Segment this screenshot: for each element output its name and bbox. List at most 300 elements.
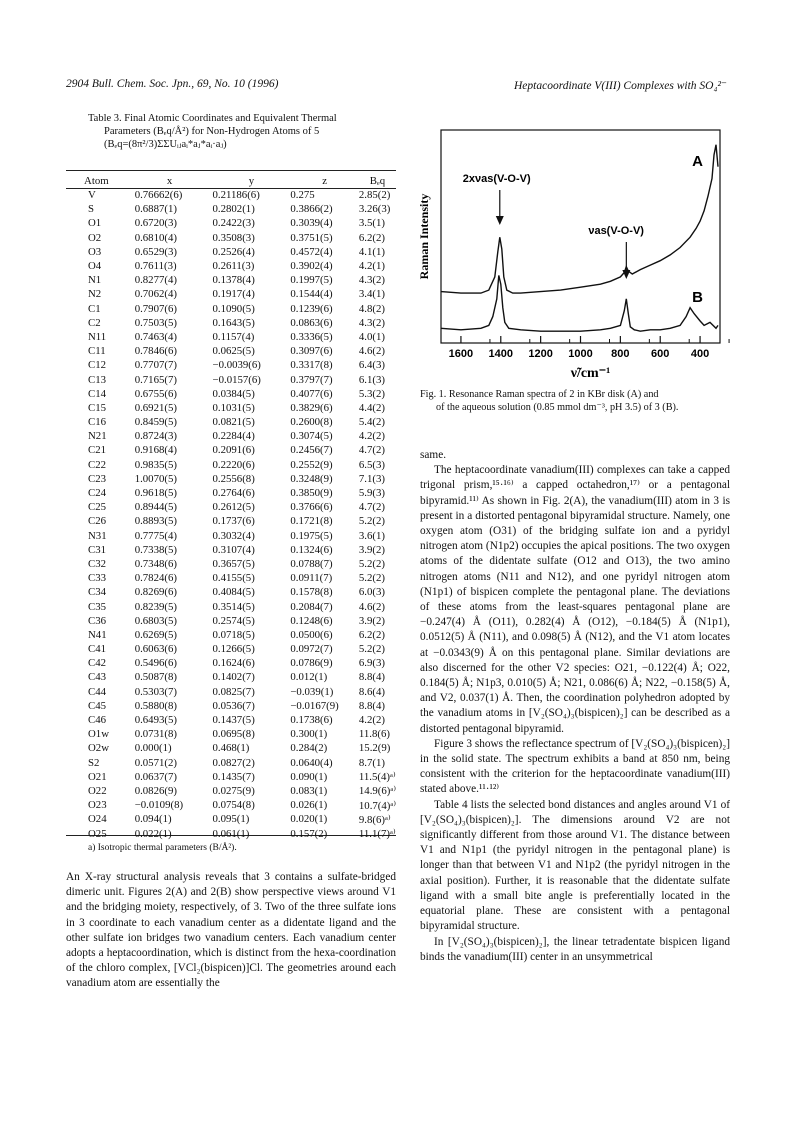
table-row — [66, 642, 396, 656]
atom-cell: O21 — [88, 770, 107, 783]
z-cell: 0.3039(4) — [290, 217, 333, 230]
y-cell: 0.2611(3) — [212, 260, 255, 273]
atom-cell: N41 — [88, 628, 107, 641]
x-cell: 0.0571(2) — [134, 756, 177, 769]
y-cell: 0.1157(4) — [212, 330, 255, 343]
z-cell: 0.3097(6) — [290, 345, 333, 358]
beq-cell: 5.2(2) — [358, 515, 385, 528]
y-cell: 0.0827(2) — [212, 756, 255, 769]
table-row — [66, 727, 396, 741]
table-row — [66, 699, 396, 713]
z-cell: 0.0500(6) — [290, 628, 333, 641]
atom-cell: C31 — [88, 543, 106, 556]
atom-cell: O2 — [88, 231, 102, 244]
atom-cell: C35 — [88, 600, 106, 613]
x-cell: 1.0070(5) — [134, 472, 177, 485]
table-row — [66, 599, 396, 613]
x-cell: 0.7824(6) — [134, 572, 177, 585]
y-cell: 0.0625(5) — [212, 345, 255, 358]
table-row — [66, 273, 396, 287]
table-row — [66, 756, 396, 770]
table-row — [66, 557, 396, 571]
table-row — [66, 458, 396, 472]
atom-cell: C15 — [88, 401, 106, 414]
x-cell: 0.6803(5) — [134, 614, 177, 627]
x-cell: 0.9835(5) — [134, 458, 177, 471]
col-header-beq: Bₑq — [369, 174, 386, 187]
beq-cell: 4.6(2) — [358, 600, 385, 613]
atom-cell: N21 — [88, 430, 107, 443]
z-cell: 0.4572(4) — [290, 245, 333, 258]
table-row — [66, 188, 396, 202]
peak-arrowhead-overtone — [496, 216, 504, 225]
atom-cell: C44 — [88, 685, 106, 698]
z-cell: 0.0863(6) — [290, 316, 333, 329]
atom-cell: C24 — [88, 487, 106, 500]
col-header-x: x — [166, 174, 173, 187]
table-row — [66, 798, 396, 812]
paragraph: In [V₂(SO₄)₃(bispicen)₂], the linear tetradentate bispicen ligand binds the vanadium(III) center in an unsymmetrical — [420, 935, 730, 963]
x-tick-label: 1600 — [448, 348, 474, 360]
peak-label-overtone: 2xνas(V-O-V) — [462, 173, 531, 185]
atom-cell: S2 — [88, 756, 100, 769]
beq-cell: 5.9(3) — [358, 487, 385, 500]
x-cell: 0.000(1) — [134, 742, 172, 755]
beq-cell: 7.1(3) — [358, 472, 385, 485]
x-cell: 0.7338(5) — [134, 543, 177, 556]
beq-cell: 4.8(2) — [358, 302, 385, 315]
atom-cell: C42 — [88, 657, 106, 670]
x-cell: 0.6921(5) — [134, 401, 177, 414]
table-row — [66, 358, 396, 372]
atom-cell: C33 — [88, 572, 106, 585]
beq-cell: 6.4(3) — [358, 359, 385, 372]
z-cell: 0.3866(2) — [290, 203, 333, 216]
x-cell: 0.0637(7) — [134, 770, 177, 783]
x-tick-label: 1400 — [488, 348, 514, 360]
table-row — [66, 443, 396, 457]
y-cell: 0.2422(3) — [212, 217, 255, 230]
beq-cell: 4.6(2) — [358, 345, 385, 358]
beq-cell: 4.1(1) — [358, 245, 385, 258]
table-row — [66, 287, 396, 301]
z-cell: 0.4077(6) — [290, 387, 333, 400]
atom-cell: V — [88, 189, 96, 202]
table-row — [66, 245, 396, 259]
beq-cell: 8.7(1) — [358, 756, 385, 769]
plot-area — [417, 130, 729, 381]
z-cell: 0.1997(5) — [290, 274, 333, 287]
x-cell: 0.9168(4) — [134, 444, 177, 457]
z-cell: 0.1578(8) — [290, 586, 333, 599]
y-cell: 0.1402(7) — [212, 671, 255, 684]
atom-cell: C16 — [88, 416, 106, 429]
beq-cell: 6.5(3) — [358, 458, 385, 471]
z-cell: 0.0640(4) — [290, 756, 333, 769]
z-cell: 0.3248(9) — [290, 472, 333, 485]
atom-cell: C13 — [88, 373, 106, 386]
beq-cell: 5.3(2) — [358, 387, 385, 400]
atom-cell: N31 — [88, 529, 107, 542]
beq-cell: 6.1(3) — [358, 373, 385, 386]
z-cell: 0.3766(6) — [290, 501, 333, 514]
z-cell: 0.1324(6) — [290, 543, 333, 556]
x-cell: 0.6063(6) — [134, 643, 177, 656]
beq-cell: 5.2(2) — [358, 572, 385, 585]
x-cell: 0.7348(6) — [134, 557, 177, 570]
beq-cell: 3.4(1) — [358, 288, 385, 301]
y-cell: 0.3032(4) — [212, 529, 255, 542]
beq-cell: 3.26(3) — [358, 203, 391, 216]
figure-caption — [420, 388, 720, 414]
col-header-atom: Atom — [84, 174, 109, 187]
z-cell: 0.284(2) — [290, 742, 328, 755]
x-cell: 0.6529(3) — [134, 245, 177, 258]
x-cell: 0.76662(6) — [134, 189, 183, 202]
x-cell: 0.7775(4) — [134, 529, 177, 542]
x-cell: 0.5303(7) — [134, 685, 177, 698]
x-cell: 0.6269(5) — [134, 628, 177, 641]
atom-cell: O23 — [88, 799, 107, 812]
y-cell: 0.2556(8) — [212, 472, 255, 485]
table-row — [66, 372, 396, 386]
beq-cell: 4.2(1) — [358, 260, 385, 273]
table-row — [66, 486, 396, 500]
beq-cell: 6.0(3) — [358, 586, 385, 599]
z-cell: 0.090(1) — [290, 770, 328, 783]
x-cell: 0.7062(4) — [134, 288, 177, 301]
paragraph: same. — [420, 449, 447, 461]
x-cell: 0.0731(8) — [134, 728, 177, 741]
beq-cell: 9.8(6)ᵃ⁾ — [358, 813, 391, 826]
y-cell: 0.3107(4) — [212, 543, 255, 556]
atom-cell: C26 — [88, 515, 106, 528]
beq-cell: 11.1(7)ᵃ⁾ — [358, 828, 396, 841]
table-row — [66, 316, 396, 330]
x-cell: 0.9618(5) — [134, 487, 177, 500]
x-cell: 0.7611(3) — [134, 260, 177, 273]
y-cell: 0.0384(5) — [212, 387, 255, 400]
x-cell: 0.7846(6) — [134, 345, 177, 358]
table-row — [66, 529, 396, 543]
x-cell: 0.022(1) — [134, 827, 172, 840]
y-cell: 0.1437(5) — [212, 714, 255, 727]
y-cell: 0.1624(6) — [212, 657, 255, 670]
table-row — [66, 500, 396, 514]
beq-cell: 6.2(2) — [358, 628, 385, 641]
z-cell: 0.0788(7) — [290, 557, 333, 570]
table-row — [66, 571, 396, 585]
table-row — [66, 741, 396, 755]
z-cell: 0.2456(7) — [290, 444, 333, 457]
atom-cell: C12 — [88, 359, 106, 372]
table-footnote: a) Isotropic thermal parameters (B/Å²). — [88, 843, 237, 853]
paragraph: The heptacoordinate vanadium(III) complexes can take a capped trigonal prism,¹⁵·¹⁶⁾ a capped octahedron,¹⁷⁾ or a pentagonal bipyramid.¹¹⁾ As shown in Fig. 2(A), the vanadium(III) atom in 3 is present in a distorted pentagonal bipyramidal structure. Namely, one oxygen atom (O31) of the bridging sulfate ion and a pyridyl nitrogen atom (N1p2) occupies the apical positions. The two oxygen atoms of the didentate sulfate (O12 and O13), the two amino nitrogen atoms (N11 and N12), and one pyridyl nitrogen atom (N1p1) of bispicen complete the pentagonal plane. The deviations of these atoms from the least-squares pentagonal plane are −0.247(4) Å (O11), 0.282(4) Å (O12), −0.184(5) Å (N1p1), 0.0512(5) Å (N11), and 0.098(5) Å (N12), and the V1 atom locates at −0.0343(9) Å on this pentagonal plane. Similar deviations are also discerned for the other V2 species: O21, −0.122(4) Å; O22, 0.184(5) Å; N1p3, 0.010(5) Å; N21, 0.086(6) Å; N22, −0.158(5) Å, and V2, 0.037(1) Å. Then, the coordination polyhedron adopted by the vanadium atoms in [V₂(SO₄)₃(bispicen)₂] can be described as a distorted pentagonal bipyramid. — [420, 464, 730, 735]
beq-cell: 5.2(2) — [358, 643, 385, 656]
x-cell: 0.8724(3) — [134, 430, 177, 443]
atom-cell: O1w — [88, 728, 109, 741]
x-cell: 0.8269(6) — [134, 586, 177, 599]
y-cell: 0.1435(7) — [212, 770, 255, 783]
z-cell: 0.1239(6) — [290, 302, 333, 315]
atom-cell: C46 — [88, 714, 106, 727]
y-cell: 0.1643(5) — [212, 316, 255, 329]
table-body — [66, 188, 396, 841]
z-cell: 0.3317(8) — [290, 359, 333, 372]
series-label-B: B — [692, 289, 703, 306]
table-row — [66, 202, 396, 216]
table-row — [66, 784, 396, 798]
series-B-line — [441, 275, 718, 331]
left-column-text — [66, 870, 396, 992]
z-cell: 0.157(2) — [290, 827, 328, 840]
table-row — [66, 585, 396, 599]
z-cell: 0.012(1) — [290, 671, 328, 684]
y-cell: 0.1378(4) — [212, 274, 255, 287]
series-A-line — [441, 145, 718, 293]
beq-cell: 15.2(9) — [358, 742, 391, 755]
y-cell: 0.0821(5) — [212, 416, 255, 429]
x-cell: 0.7503(5) — [134, 316, 177, 329]
table-row — [66, 614, 396, 628]
z-cell: 0.083(1) — [290, 784, 328, 797]
atomic-coordinates-table — [66, 173, 396, 841]
table-header-row — [66, 173, 396, 188]
table-row — [66, 770, 396, 784]
beq-cell: 4.2(2) — [358, 714, 385, 727]
z-cell: 0.1975(5) — [290, 529, 333, 542]
table-row — [66, 302, 396, 316]
z-cell: 0.026(1) — [290, 799, 328, 812]
beq-cell: 3.9(2) — [358, 614, 385, 627]
z-cell: 0.3336(5) — [290, 330, 333, 343]
peak-arrowhead-fundamental — [622, 270, 630, 279]
table-row — [66, 415, 396, 429]
atom-cell: C21 — [88, 444, 106, 457]
y-cell: 0.3508(3) — [212, 231, 255, 244]
atom-cell: S — [88, 203, 95, 216]
z-cell: 0.2084(7) — [290, 600, 333, 613]
paragraph: An X-ray structural analysis reveals that 3 contains a sulfate-bridged dimeric unit. Figures 2(A) and 2(B) show perspective views around V1 and the bridging moiety, respectively, of 3. Two of the three sulfate ions in 3 coordinate to each vanadium center as a didentate ligand and the other sulfate ion bridges two vanadium centers. Each vanadium center adopts a heptacoordination, which is distinct from the hexa-coordination of the chloro complex, [VCl₂(bispicen)]Cl. The geometries around each vanadium atom are essentially the — [66, 871, 396, 990]
y-cell: 0.2526(4) — [212, 245, 255, 258]
y-cell: −0.0039(6) — [212, 359, 261, 372]
atom-cell: C2 — [88, 316, 101, 329]
y-cell: 0.1917(4) — [212, 288, 255, 301]
y-cell: 0.2220(6) — [212, 458, 255, 471]
z-cell: 0.3074(5) — [290, 430, 333, 443]
table-row — [66, 685, 396, 699]
series-label-A: A — [692, 153, 703, 170]
y-cell: 0.0718(5) — [212, 628, 255, 641]
x-cell: 0.7463(4) — [134, 330, 177, 343]
col-header-z: z — [322, 174, 328, 187]
beq-cell: 4.7(2) — [358, 444, 385, 457]
table-row — [66, 387, 396, 401]
right-column-text — [420, 448, 730, 965]
y-cell: 0.1090(5) — [212, 302, 255, 315]
table-row — [66, 670, 396, 684]
beq-cell: 10.7(4)ᵃ⁾ — [358, 799, 396, 812]
y-cell: 0.2802(1) — [212, 203, 255, 216]
z-cell: 0.275 — [290, 189, 315, 202]
paragraph: Table 4 lists the selected bond distances and angles around V1 of [V₂(SO₄)₃(bispicen)₂]. The dimensions around V2 are not significantly different from those around V1. The distance between V1 and N1p1 (the pyridyl nitrogen in the pentagonal plane) is longer than that between V1 and N1p2 (the pyridyl nitrogen in the axial position). Further, it is reasonable that the didentate sulfate ligand with a small bite angle is preferentially located in the equatorial plane. These are consistent with a pentagonal bipyramidal structure. — [420, 798, 730, 933]
atom-cell: O2w — [88, 742, 109, 755]
x-cell: 0.5880(8) — [134, 699, 177, 712]
x-cell: 0.094(1) — [134, 813, 172, 826]
y-cell: 0.0275(9) — [212, 784, 255, 797]
z-cell: 0.2552(9) — [290, 458, 333, 471]
z-cell: 0.3797(7) — [290, 373, 333, 386]
z-cell: 0.300(1) — [290, 728, 328, 741]
table-row — [66, 216, 396, 230]
y-cell: 0.2284(4) — [212, 430, 255, 443]
z-cell: 0.1544(4) — [290, 288, 333, 301]
atom-cell: C41 — [88, 643, 106, 656]
running-header-right: Heptacoordinate V(III) Complexes with SO₄²⁻ — [513, 80, 727, 92]
table-row — [66, 543, 396, 557]
y-cell: 0.4155(5) — [212, 572, 255, 585]
beq-cell: 14.9(6)ᵃ⁾ — [358, 785, 396, 798]
table-row — [66, 514, 396, 528]
x-axis-label: ν̃/cm⁻¹ — [570, 366, 611, 381]
x-cell: 0.7907(6) — [134, 302, 177, 315]
x-cell: 0.6493(5) — [134, 714, 177, 727]
y-cell: 0.0825(7) — [212, 685, 255, 698]
x-cell: 0.8893(5) — [134, 515, 177, 528]
atom-cell: O25 — [88, 827, 107, 840]
figure-caption-line2: of the aqueous solution (0.85 mmol dm⁻³, pH 3.5) of 3 (B). — [436, 402, 679, 413]
x-cell: 0.6887(1) — [134, 203, 177, 216]
x-cell: 0.5087(8) — [134, 671, 177, 684]
z-cell: 0.1248(6) — [290, 614, 333, 627]
atom-cell: O4 — [88, 260, 102, 273]
table-caption — [88, 112, 388, 151]
table-row — [66, 231, 396, 245]
atom-cell: C22 — [88, 458, 106, 471]
beq-cell: 4.0(1) — [358, 330, 385, 343]
peak-label-fundamental: νas(V-O-V) — [588, 225, 644, 237]
z-cell: 0.0786(9) — [290, 657, 333, 670]
x-cell: 0.8277(4) — [134, 274, 177, 287]
table-row — [66, 401, 396, 415]
y-cell: 0.468(1) — [212, 742, 250, 755]
atom-cell: C43 — [88, 671, 106, 684]
x-tick-label: 800 — [611, 348, 630, 360]
table-caption-line2: Parameters (Bₑq/Å²) for Non-Hydrogen Atoms of 5 — [104, 126, 320, 137]
table-row — [66, 472, 396, 486]
table-caption-line3: (Bₑq=(8π²/3)ΣΣUᵢⱼaᵢ*aⱼ*aᵢ·aⱼ) — [104, 139, 227, 150]
x-cell: 0.7707(7) — [134, 359, 177, 372]
x-cell: 0.6720(3) — [134, 217, 177, 230]
y-cell: 0.1031(5) — [212, 401, 255, 414]
beq-cell: 3.5(1) — [358, 217, 385, 230]
beq-cell: 3.6(1) — [358, 529, 385, 542]
beq-cell: 8.6(4) — [358, 685, 385, 698]
beq-cell: 6.2(2) — [358, 231, 385, 244]
y-cell: 0.21186(6) — [212, 189, 260, 202]
y-cell: −0.0157(6) — [212, 373, 261, 386]
atom-cell: C1 — [88, 302, 101, 315]
table-caption-line1: Table 3. Final Atomic Coordinates and Equivalent Thermal — [88, 113, 337, 124]
z-cell: 0.1738(6) — [290, 714, 333, 727]
atom-cell: C32 — [88, 557, 106, 570]
atom-cell: C11 — [88, 345, 106, 358]
y-cell: 0.0695(8) — [212, 728, 255, 741]
beq-cell: 4.7(2) — [358, 501, 385, 514]
x-cell: 0.0826(9) — [134, 784, 177, 797]
y-cell: 0.2574(5) — [212, 614, 255, 627]
figure-caption-line1: Fig. 1. Resonance Raman spectra of 2 in KBr disk (A) and — [420, 389, 659, 400]
x-cell: −0.0109(8) — [134, 799, 184, 812]
beq-cell: 2.85(2) — [358, 189, 391, 202]
beq-cell: 8.8(4) — [358, 699, 385, 712]
x-cell: 0.6755(6) — [134, 387, 177, 400]
table-row — [66, 628, 396, 642]
table-row — [66, 826, 396, 840]
atom-cell: O3 — [88, 245, 102, 258]
x-cell: 0.8944(5) — [134, 501, 177, 514]
table-row — [66, 429, 396, 443]
beq-cell: 5.4(2) — [358, 416, 385, 429]
z-cell: 0.3829(6) — [290, 401, 333, 414]
table-row — [66, 656, 396, 670]
atom-cell: O22 — [88, 784, 107, 797]
beq-cell: 4.2(2) — [358, 430, 385, 443]
y-cell: 0.3657(5) — [212, 557, 255, 570]
raman-spectrum-figure — [408, 100, 730, 390]
y-cell: 0.2612(5) — [212, 501, 255, 514]
z-cell: 0.3850(9) — [290, 487, 333, 500]
x-cell: 0.5496(6) — [134, 657, 177, 670]
atom-cell: C34 — [88, 586, 106, 599]
table-row — [66, 344, 396, 358]
beq-cell: 6.9(3) — [358, 657, 385, 670]
z-cell: 0.0911(7) — [290, 572, 333, 585]
table-top-rule — [66, 170, 396, 171]
table-row — [66, 259, 396, 273]
y-cell: 0.0536(7) — [212, 699, 255, 712]
atom-cell: N2 — [88, 288, 102, 301]
beq-cell: 11.8(6) — [358, 728, 390, 741]
z-cell: −0.039(1) — [290, 685, 334, 698]
table-row — [66, 812, 396, 826]
atom-cell: N11 — [88, 330, 107, 343]
x-cell: 0.8459(5) — [134, 416, 177, 429]
plot-frame — [441, 130, 720, 343]
z-cell: 0.3902(4) — [290, 260, 333, 273]
atom-cell: O24 — [88, 813, 107, 826]
atom-cell: C25 — [88, 501, 106, 514]
y-cell: 0.4084(5) — [212, 586, 255, 599]
z-cell: 0.0972(7) — [290, 643, 333, 656]
y-cell: 0.0754(8) — [212, 799, 255, 812]
beq-cell: 4.3(2) — [358, 316, 385, 329]
y-cell: 0.2091(6) — [212, 444, 255, 457]
table-row — [66, 330, 396, 344]
y-cell: 0.061(1) — [212, 827, 250, 840]
atom-cell: N1 — [88, 274, 102, 287]
x-cell: 0.8239(5) — [134, 600, 177, 613]
beq-cell: 11.5(4)ᵃ⁾ — [358, 771, 396, 784]
table-row — [66, 713, 396, 727]
y-cell: 0.2764(6) — [212, 487, 255, 500]
beq-cell: 8.8(4) — [358, 671, 385, 684]
z-cell: 0.1721(8) — [290, 515, 333, 528]
y-axis-label: Raman Intensity — [417, 193, 431, 280]
atom-cell: C45 — [88, 699, 106, 712]
x-cell: 0.6810(4) — [134, 231, 177, 244]
x-tick-label: 400 — [690, 348, 710, 360]
